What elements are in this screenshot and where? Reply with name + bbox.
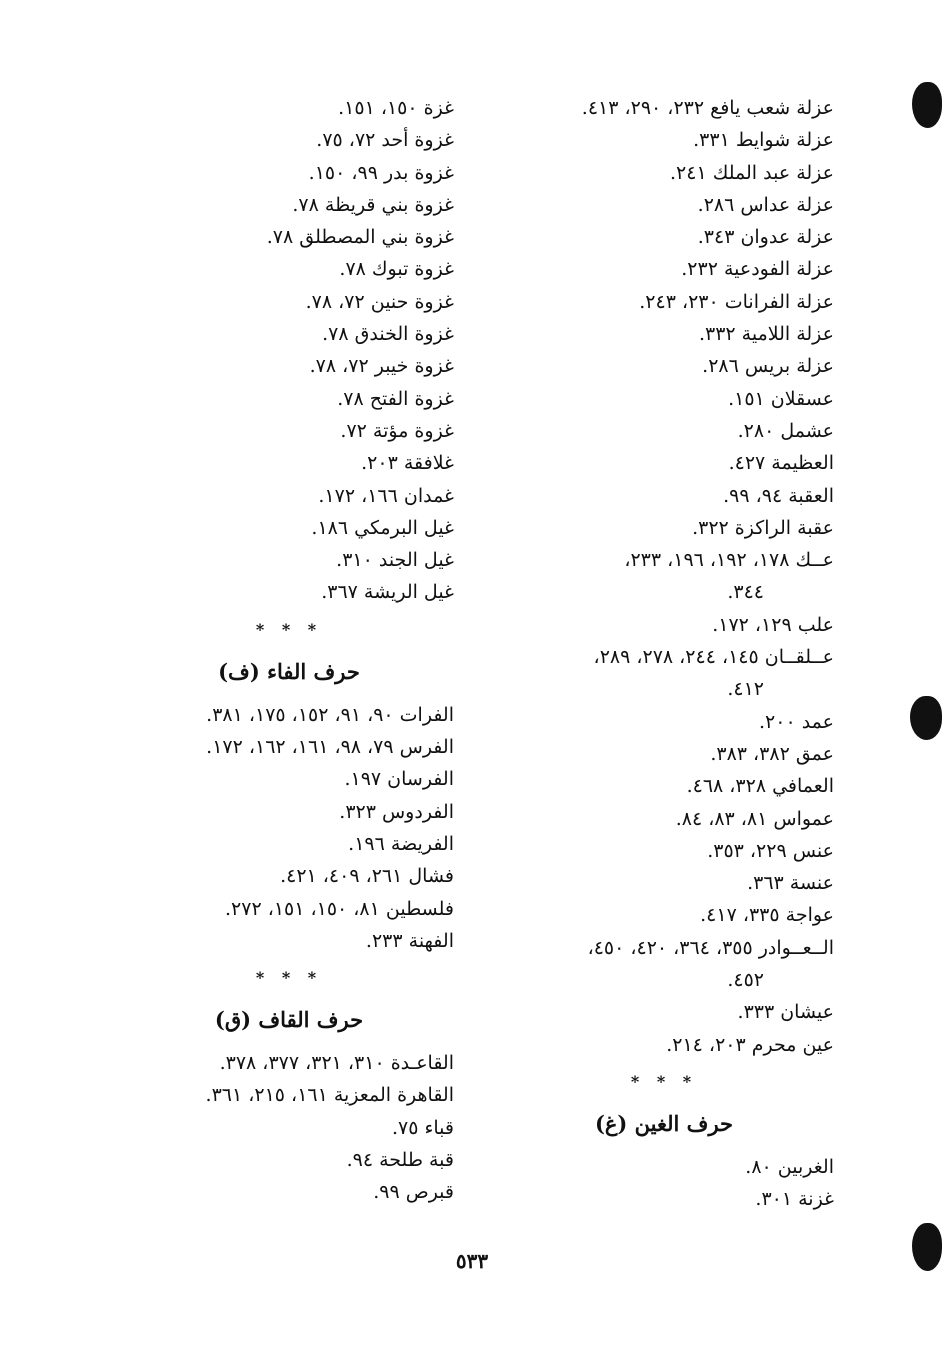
index-entry: قباء ٧٥.	[391, 1116, 454, 1139]
index-entry-continuation: ٤١٢.	[727, 678, 764, 701]
index-entry: عزلة اللامية ٣٣٢.	[698, 323, 834, 346]
index-entry: غمدان ١٦٦، ١٧٢.	[318, 484, 454, 507]
index-entry: غزوة حنين ٧٢، ٧٨.	[305, 290, 454, 313]
index-entry: عنس ٢٢٩، ٣٥٣.	[707, 839, 834, 862]
index-entry: عقبة الراكزة ٣٢٢.	[692, 516, 834, 539]
index-entry: علب ١٢٩، ١٧٢.	[712, 613, 834, 636]
index-entry: غيل البرمكي ١٨٦.	[311, 516, 454, 539]
index-entry: غزوة أحد ٧٢، ٧٥.	[316, 129, 454, 152]
index-entry: عسقلان ١٥١.	[728, 387, 834, 410]
index-entry: عين محرم ٢٠٣، ٢١٤.	[666, 1033, 834, 1056]
index-entry: غزوة الخندق ٧٨.	[322, 323, 454, 346]
left-column	[124, 92, 454, 1209]
section-divider-stars: * * *	[630, 1071, 698, 1091]
index-entry: عنسة ٣٦٣.	[747, 872, 834, 895]
index-entry: عشمل ٢٨٠.	[737, 419, 834, 442]
index-entry: العظيمة ٤٢٧.	[728, 452, 834, 475]
index-entry: القاعـدة ٣١٠، ٣٢١، ٣٧٧، ٣٧٨.	[219, 1052, 454, 1075]
section-divider-stars: * * *	[255, 968, 323, 988]
section-header-ghayn: حرف الغين (غ)	[594, 1110, 734, 1136]
index-entry: عزلة عبد الملك ٢٤١.	[670, 161, 834, 184]
index-entry: الــعــوادر ٣٥٥، ٣٦٤، ٤٢٠، ٤٥٠،	[587, 936, 834, 959]
section-header-qaf: حرف القاف (ق)	[214, 1007, 364, 1033]
index-entry: الفهنة ٢٣٣.	[365, 929, 454, 952]
page-number: ٥٣٣	[455, 1249, 489, 1273]
index-entry: عمد ٢٠٠.	[758, 710, 834, 733]
index-entry: عيشان ٣٣٣.	[737, 1001, 834, 1024]
index-entry: غيل الجند ٣١٠.	[336, 549, 454, 572]
index-entry: غزوة بدر ٩٩، ١٥٠.	[308, 161, 454, 184]
index-entry: الفريضة ١٩٦.	[348, 832, 454, 855]
index-entry: غزوة تبوك ٧٨.	[339, 258, 454, 281]
binding-hole-top	[912, 82, 942, 128]
index-entry: عزلة بريس ٢٨٦.	[702, 355, 834, 378]
section-header-fa: حرف الفاء (ف)	[218, 658, 360, 684]
index-entry: غزوة خيبر ٧٢، ٧٨.	[309, 355, 454, 378]
index-entry: العمافي ٣٢٨، ٤٦٨.	[686, 775, 834, 798]
index-entry: عزلة الفرانات ٢٣٠، ٢٤٣.	[639, 290, 834, 313]
index-entry: عزلة عداس ٢٨٦.	[697, 193, 834, 216]
index-entry: الفرسان ١٩٧.	[344, 768, 454, 791]
index-entry: عزلة عدوان ٣٤٣.	[697, 226, 834, 249]
index-entry: عواجة ٣٣٥، ٤١٧.	[700, 904, 834, 927]
index-entry: عمق ٣٨٢، ٣٨٣.	[710, 742, 834, 765]
index-entry: غلافقة ٢٠٣.	[361, 452, 454, 475]
index-entry: عزلة شوايط ٣٣١.	[693, 129, 834, 152]
index-entry: غزوة بني المصطلق ٧٨.	[266, 226, 454, 249]
index-entry: غزنة ٣٠١.	[755, 1188, 834, 1211]
index-entry: قبرص ٩٩.	[373, 1181, 454, 1204]
section-divider-stars: * * *	[255, 619, 323, 639]
index-entry: غيل الريشة ٣٦٧.	[321, 581, 454, 604]
index-entry-continuation: ٣٤٤.	[727, 581, 764, 604]
index-entry: الفردوس ٣٢٣.	[339, 800, 454, 823]
index-entry: قبة طلحة ٩٤.	[346, 1149, 454, 1172]
index-entry-continuation: ٤٥٢.	[727, 969, 764, 992]
index-entry: عــلقــان ١٤٥، ٢٤٤، ٢٧٨، ٢٨٩،	[593, 646, 834, 669]
index-entry: القاهرة المعزية ١٦١، ٢١٥، ٣٦١.	[205, 1084, 454, 1107]
index-entry: عزلة الفودعية ٢٣٢.	[681, 258, 834, 281]
index-entry: الفرس ٧٩، ٩٨، ١٦١، ١٦٢، ١٧٢.	[206, 736, 454, 759]
index-entry: فشال ٢٦١، ٤٠٩، ٤٢١.	[280, 865, 454, 888]
binding-hole-middle	[910, 696, 942, 740]
index-entry: الفرات ٩٠، ٩١، ١٥٢، ١٧٥، ٣٨١.	[206, 703, 454, 726]
index-entry: عمواس ٨١، ٨٣، ٨٤.	[675, 807, 834, 830]
right-column	[494, 92, 834, 1216]
index-entry: غزوة مؤتة ٧٢.	[340, 419, 454, 442]
index-entry: عــك ١٧٨، ١٩٢، ١٩٦، ٢٣٣،	[624, 549, 834, 572]
index-entry: غزوة الفتح ٧٨.	[337, 387, 454, 410]
index-entry: غزوة بني قريظة ٧٨.	[292, 193, 454, 216]
index-entry: العقبة ٩٤، ٩٩.	[723, 484, 834, 507]
index-entry: الغربين ٨٠.	[745, 1155, 834, 1178]
index-entry: فلسطين ٨١، ١٥٠، ١٥١، ٢٧٢.	[224, 897, 454, 920]
index-entry: عزلة شعب يافع ٢٣٢، ٢٩٠، ٤١٣.	[581, 97, 834, 119]
index-entry: غزة ١٥٠، ١٥١.	[338, 97, 454, 119]
